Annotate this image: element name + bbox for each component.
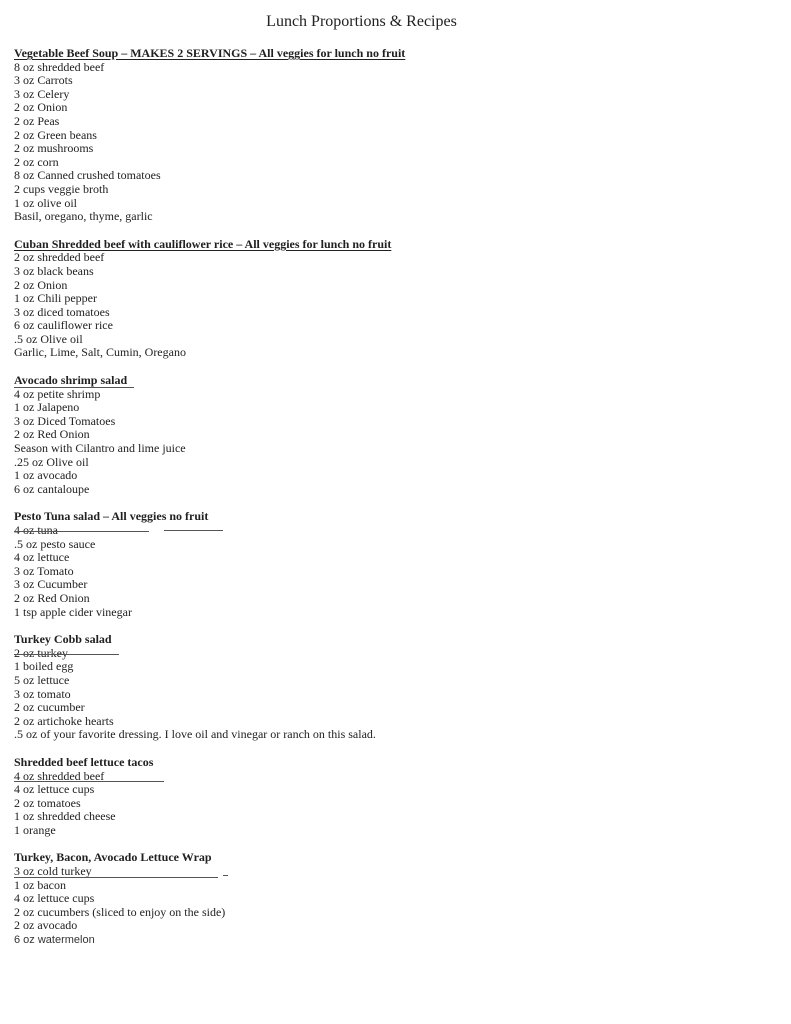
ingredient-text: 4 oz lettuce	[14, 550, 70, 565]
ingredient-line	[14, 306, 709, 320]
ingredient-text: 6 oz watermelon	[14, 934, 95, 947]
ingredient-line	[14, 647, 709, 661]
ingredient-text: 3 oz black beans	[14, 263, 94, 278]
ingredient-line	[14, 919, 709, 933]
ingredient-line	[14, 442, 709, 456]
ingredient-line	[14, 483, 709, 497]
ingredient-line	[14, 578, 709, 592]
ingredient-text: .5 oz of your favorite dressing. I love oil and vinegar or ranch on this salad.	[14, 727, 376, 742]
ingredient-line	[14, 129, 709, 143]
ingredient-text: 4 oz petite shrimp	[14, 386, 101, 401]
section-heading: Pesto Tuna salad – All veggies no fruit	[14, 509, 209, 524]
ingredient-text: 3 oz Cucumber	[14, 577, 88, 592]
section-heading: Turkey, Bacon, Avocado Lettuce Wrap	[14, 850, 212, 865]
ingredient-text: 2 oz Red Onion	[14, 590, 90, 605]
ingredient-text: 4 oz tuna	[14, 523, 58, 537]
ingredient-text: 1 oz Jalapeno	[14, 400, 80, 415]
ingredient-text: 1 oz olive oil	[14, 195, 77, 210]
ingredient-line	[14, 292, 709, 306]
ingredient-line	[14, 797, 709, 811]
ingredient-line	[14, 428, 709, 442]
recipe-section	[14, 510, 709, 619]
ingredient-line	[14, 101, 709, 115]
ingredient-text: 3 oz cold turkey	[14, 864, 92, 879]
ingredient-line	[14, 810, 709, 824]
ingredient-line	[14, 333, 709, 347]
ingredient-line	[14, 674, 709, 688]
ingredient-line	[14, 169, 709, 183]
ingredient-text: 2 oz avocado	[14, 918, 78, 933]
ingredient-text: 4 oz lettuce cups	[14, 891, 95, 906]
ingredient-line	[14, 701, 709, 715]
ingredient-text: .25 oz Olive oil	[14, 454, 89, 469]
ingredient-line	[14, 319, 709, 333]
ingredient-text: 2 oz Peas	[14, 113, 60, 128]
ingredient-line	[14, 156, 709, 170]
recipe-section	[14, 633, 709, 742]
ingredient-text: 1 oz bacon	[14, 877, 66, 892]
ingredient-text: 1 orange	[14, 822, 56, 837]
ingredient-line	[14, 88, 709, 102]
ingredient-line	[14, 115, 709, 129]
section-heading: Vegetable Beef Soup – MAKES 2 SERVINGS – All veggies for lunch no fruit	[14, 46, 406, 60]
ingredient-line	[14, 279, 709, 293]
ingredient-line	[14, 865, 709, 879]
ingredient-text: 2 oz corn	[14, 154, 59, 169]
ingredient-line	[14, 210, 709, 224]
ingredient-text: 2 oz shredded beef	[14, 250, 105, 265]
ingredient-line	[14, 824, 709, 838]
ingredient-text: 2 oz Onion	[14, 277, 68, 292]
ingredient-text: 2 oz cucumber	[14, 700, 85, 715]
ingredient-line	[14, 265, 709, 279]
ingredient-line	[14, 551, 709, 565]
ingredient-line	[14, 660, 709, 674]
recipe-section	[14, 47, 709, 224]
ingredient-text: 2 oz mushrooms	[14, 141, 94, 156]
ingredient-text: .5 oz Olive oil	[14, 331, 83, 346]
ingredient-line	[14, 565, 709, 579]
ingredient-text: 1 boiled egg	[14, 659, 74, 674]
ingredient-text: 3 oz tomato	[14, 686, 71, 701]
section-heading: Avocado shrimp salad	[14, 374, 709, 388]
ingredient-line	[14, 456, 709, 470]
ingredient-line	[14, 879, 709, 893]
ingredient-line	[14, 933, 709, 948]
ingredient-text: 1 oz shredded cheese	[14, 809, 116, 824]
ingredient-line	[14, 906, 709, 920]
recipe-section	[14, 374, 709, 496]
ingredient-line	[14, 388, 709, 402]
ingredient-text: Season with Cilantro and lime juice	[14, 441, 186, 456]
ingredient-line	[14, 415, 709, 429]
ingredient-line	[14, 715, 709, 729]
ingredient-line	[14, 183, 709, 197]
ingredient-text: 6 oz cauliflower rice	[14, 318, 113, 333]
ingredient-text: Garlic, Lime, Salt, Cumin, Oregano	[14, 345, 186, 360]
ingredient-text: 2 cups veggie broth	[14, 181, 109, 196]
ingredient-line	[14, 892, 709, 906]
ingredient-text: 1 oz avocado	[14, 468, 78, 483]
ingredient-line	[14, 401, 709, 415]
ingredient-text: 2 oz Green beans	[14, 127, 97, 142]
section-heading: Shredded beef lettuce tacos	[14, 754, 154, 769]
ingredient-text: 3 oz Diced Tomatoes	[14, 413, 116, 428]
ingredient-text: 2 oz turkey	[14, 645, 68, 660]
ingredient-line	[14, 538, 709, 552]
ingredient-text: 1 oz Chili pepper	[14, 291, 97, 306]
ingredient-text: .5 oz pesto sauce	[14, 536, 96, 551]
ingredient-line	[14, 524, 709, 538]
ingredient-line	[14, 61, 709, 75]
ingredient-text: Basil, oregano, thyme, garlic	[14, 209, 153, 224]
ingredient-line	[14, 74, 709, 88]
ingredient-text: 2 oz artichoke hearts	[14, 713, 114, 728]
ingredient-line	[14, 606, 709, 620]
ingredient-text: 3 oz Carrots	[14, 73, 73, 88]
ingredient-line	[14, 346, 709, 360]
ingredient-line	[14, 592, 709, 606]
ingredient-line	[14, 469, 709, 483]
ingredient-text: 5 oz lettuce	[14, 672, 70, 687]
strike-line	[223, 875, 228, 876]
section-heading: Turkey Cobb salad	[14, 632, 112, 647]
ingredient-text: 2 oz Onion	[14, 100, 68, 115]
recipe-section	[14, 756, 709, 838]
ingredient-line	[14, 688, 709, 702]
ingredient-text: 3 oz Tomato	[14, 563, 74, 578]
ingredient-text: 1 tsp apple cider vinegar	[14, 604, 132, 619]
page-title: Lunch Proportions & Recipes	[266, 13, 457, 30]
ingredient-text: 4 oz lettuce cups	[14, 782, 95, 797]
ingredient-text: 8 oz Canned crushed tomatoes	[14, 168, 161, 183]
recipe-section	[14, 238, 709, 360]
recipe-list	[14, 47, 709, 948]
ingredient-text: 6 oz cantaloupe	[14, 481, 90, 496]
ingredient-text: 3 oz Celery	[14, 86, 70, 101]
recipe-section	[14, 851, 709, 947]
ingredient-line	[14, 197, 709, 211]
strike-line	[164, 530, 223, 531]
ingredient-text: 2 oz tomatoes	[14, 795, 81, 810]
ingredient-text: 2 oz Red Onion	[14, 427, 90, 442]
ingredient-text: 4 oz shredded beef	[14, 768, 105, 783]
ingredient-text: 2 oz cucumbers (sliced to enjoy on the side)	[14, 904, 226, 919]
ingredient-line	[14, 770, 709, 784]
section-heading: Cuban Shredded beef with cauliflower rice – All veggies for lunch no fruit	[14, 236, 392, 251]
ingredient-line	[14, 142, 709, 156]
ingredient-text: 8 oz shredded beef	[14, 59, 105, 74]
ingredient-text: 3 oz diced tomatoes	[14, 304, 110, 319]
ingredient-line	[14, 728, 709, 742]
ingredient-line	[14, 251, 709, 265]
ingredient-line	[14, 783, 709, 797]
